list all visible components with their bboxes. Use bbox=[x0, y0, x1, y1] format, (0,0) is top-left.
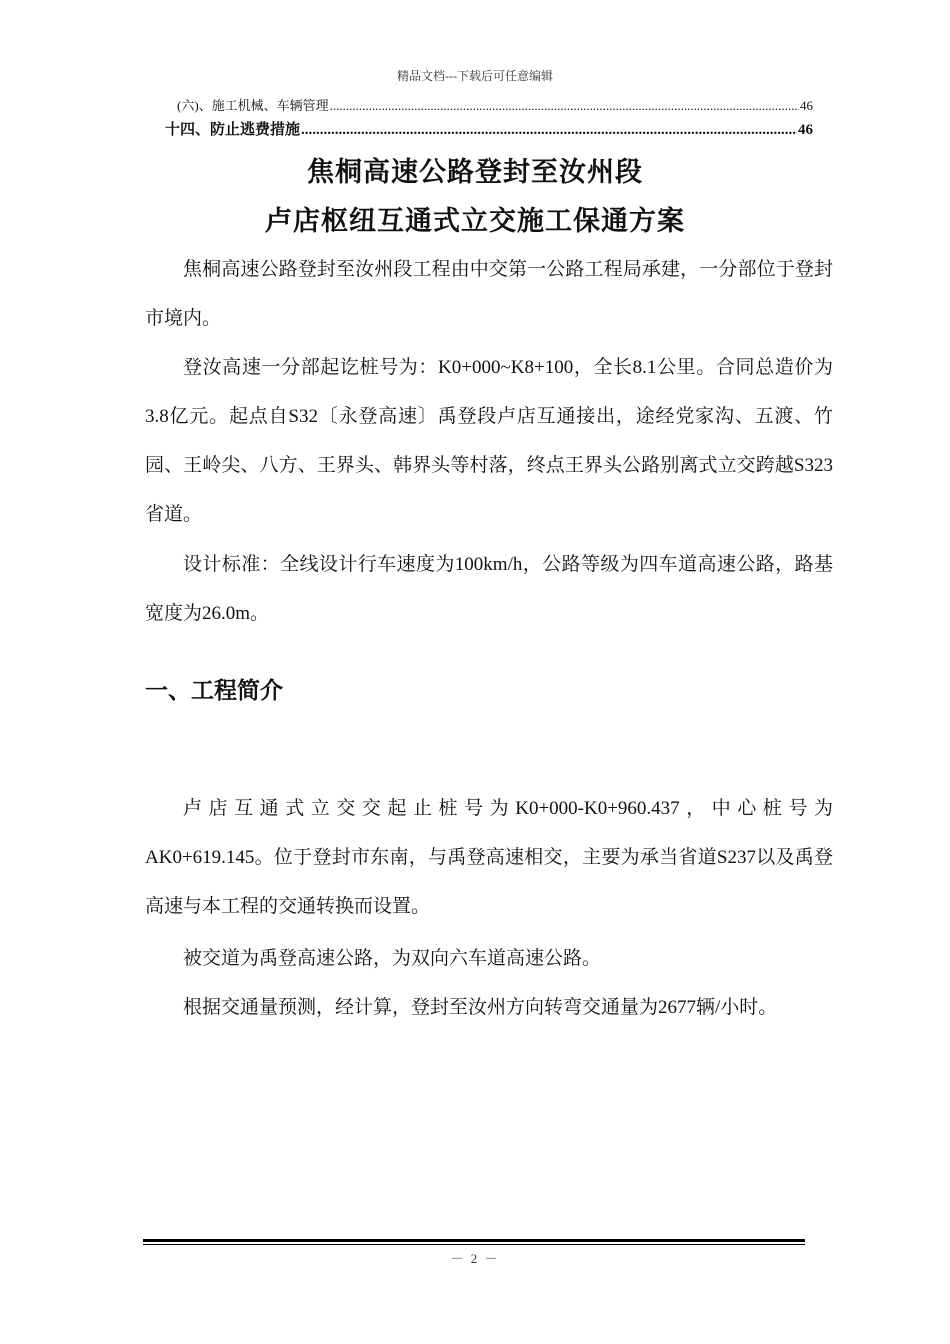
intro-paragraph-design-standard: 设计标准：全线设计行车速度为100km/h，公路等级为四车道高速公路，路基宽度为26.0m。 bbox=[145, 554, 833, 624]
toc-leader-dots bbox=[301, 122, 797, 139]
section-paragraph-traffic-volume: 根据交通量预测，经计算，登封至汝州方向转弯交通量为2677辆/小时。 bbox=[183, 997, 778, 1018]
section-heading-project-overview: 一、工程简介 bbox=[145, 678, 283, 704]
section-paragraph-crossed-road: 被交道为禹登高速公路，为双向六车道高速公路。 bbox=[183, 948, 602, 969]
toc-entry-label: 十四、防止逃费措施 bbox=[165, 122, 301, 138]
page-number: － 2 － bbox=[450, 1251, 500, 1266]
footer-rule bbox=[143, 1239, 805, 1245]
toc-leader-dots bbox=[330, 98, 799, 114]
toc-entry-page: 46 bbox=[800, 98, 813, 113]
toc-entry-page: 46 bbox=[798, 122, 813, 138]
document-title-line1: 焦桐高速公路登封至汝州段 bbox=[307, 157, 643, 188]
toc-entry-anti-evasion[interactable] bbox=[165, 118, 813, 139]
page-header: 精品文档---下载后可任意编辑 bbox=[397, 69, 553, 83]
intro-paragraph-contractor: 焦桐高速公路登封至汝州段工程由中交第一公路工程局承建，一分部位于登封市境内。 bbox=[145, 259, 833, 329]
section-paragraph-interchange: 卢店互通式立交交起止桩号为K0+000-K0+960.437，中心桩号为AK0+619.145。位于登封市东南，与禹登高速相交，主要为承当省道S237以及禹登高速与本工程的交通转换而设置。 bbox=[145, 798, 833, 917]
document-title-line2: 卢店枢纽互通式立交施工保通方案 bbox=[265, 206, 685, 237]
toc-entry-label: (六)、施工机械、车辆管理 bbox=[177, 98, 329, 113]
toc-entry-machinery[interactable] bbox=[165, 95, 813, 114]
intro-paragraph-route: 登汝高速一分部起讫桩号为：K0+000~K8+100，全长8.1公里。合同总造价为3.8亿元。起点自S32〔永登高速〕禹登段卢店互通接出，途经党家沟、五渡、竹园、王岭尖、八方、王界头、韩界头等村落，终点王界头公路别离式立交跨越S323省道。 bbox=[145, 357, 833, 525]
